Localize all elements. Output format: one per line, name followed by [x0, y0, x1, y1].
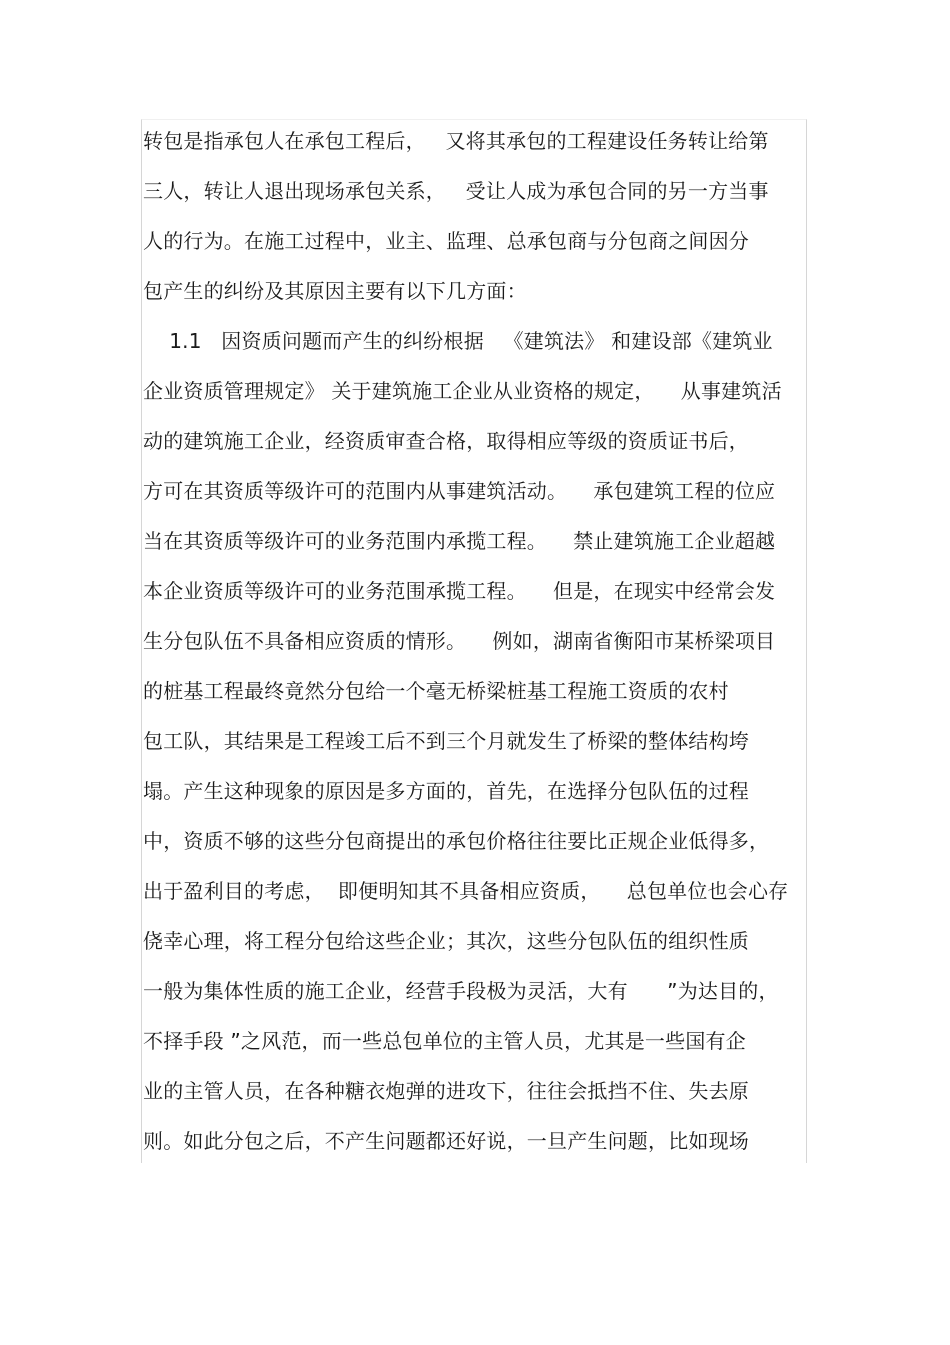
text-line: 三人，转让人退出现场承包关系， 受让人成为承包合同的另一方当事 — [143, 179, 769, 203]
text-line: 包工队，其结果是工程竣工后不到三个月就发生了桥梁的整体结构垮 — [143, 729, 749, 753]
text-line: 塌。产生这种现象的原因是多方面的，首先，在选择分包队伍的过程 — [143, 779, 749, 803]
text-line: 则。如此分包之后，不产生问题都还好说，一旦产生问题，比如现场 — [143, 1129, 749, 1153]
text-line: 企业资质管理规定》 关于建筑施工企业从业资格的规定， 从事建筑活 — [143, 379, 782, 403]
text-line: 侥幸心理，将工程分包给这些企业；其次，这些分包队伍的组织性质 — [143, 929, 749, 953]
text-line: 出于盈利目的考虑， 即便明知其不具备相应资质， 总包单位也会心存 — [143, 879, 789, 903]
text-line: 方可在其资质等级许可的范围内从事建筑活动。 承包建筑工程的位应 — [143, 479, 776, 503]
text-line: 转包是指承包人在承包工程后， 又将其承包的工程建设任务转让给第 — [143, 129, 769, 153]
text-line: 1.1 因资质问题而产生的纠纷根据 《建筑法》 和建设部《建筑业 — [143, 329, 773, 353]
document-body — [143, 116, 807, 1166]
text-line: 人的行为。在施工过程中，业主、监理、总承包商与分包商之间因分 — [143, 229, 749, 253]
text-line: 业的主管人员，在各种糖衣炮弹的进攻下，往往会抵挡不住、失去原 — [143, 1079, 749, 1103]
text-line: 包产生的纠纷及其原因主要有以下几方面： — [143, 279, 527, 303]
text-line: 动的建筑施工企业，经资质审查合格，取得相应等级的资质证书后， — [143, 429, 749, 453]
text-line: 生分包队伍不具备相应资质的情形。 例如，湖南省衡阳市某桥梁项目 — [143, 629, 776, 653]
text-line: 不择手段 ”之风范，而一些总包单位的主管人员，尤其是一些国有企 — [143, 1029, 746, 1053]
text-line: 本企业资质等级许可的业务范围承揽工程。 但是，在现实中经常会发 — [143, 579, 776, 603]
text-line: 中，资质不够的这些分包商提出的承包价格往往要比正规企业低得多， — [143, 829, 770, 853]
text-line: 一般为集体性质的施工企业，经营手段极为灵活，大有 ”为达目的， — [143, 979, 779, 1003]
text-line: 当在其资质等级许可的业务范围内承揽工程。 禁止建筑施工企业超越 — [143, 529, 776, 553]
text-line: 的桩基工程最终竟然分包给一个毫无桥梁桩基工程施工资质的农村 — [143, 679, 729, 703]
